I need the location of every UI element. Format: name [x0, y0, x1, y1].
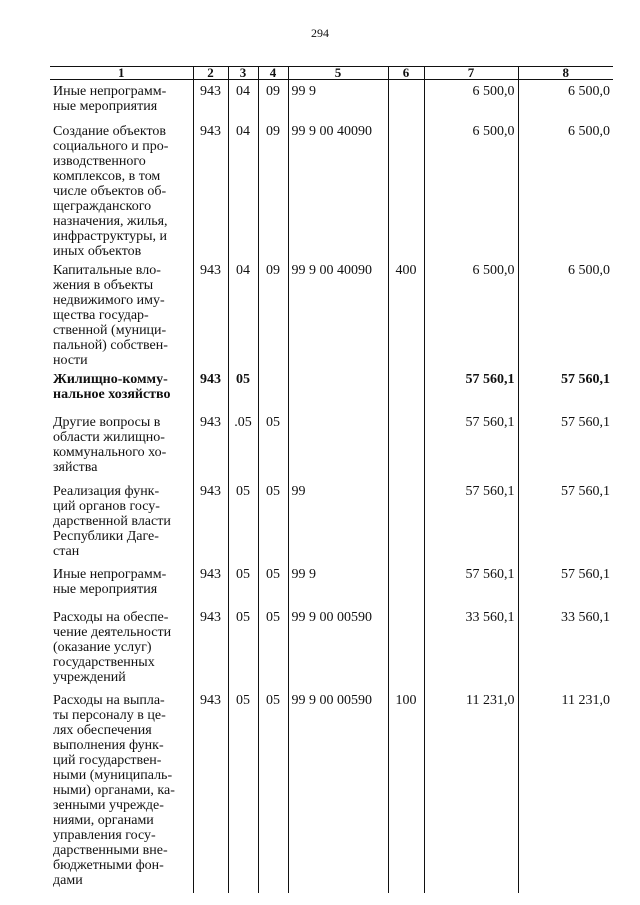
row-name-line: Жилищно-комму- — [53, 372, 168, 387]
row-name-line: зенными учрежде- — [53, 798, 164, 813]
row-name-cell — [50, 606, 193, 689]
row-section-code: 05 — [228, 689, 258, 893]
row-name-line: ные мероприятия — [53, 99, 158, 114]
row-section-code: 04 — [228, 120, 258, 259]
header-col-5: 5 — [288, 67, 388, 80]
row-section-code: 05 — [228, 368, 258, 411]
header-col-4: 4 — [258, 67, 288, 80]
row-name-line: Капитальные вло- — [53, 263, 161, 278]
row-amount-1: 57 560,1 — [424, 563, 518, 606]
row-target-article — [288, 368, 388, 411]
row-name-line: комплексов, в том — [53, 169, 161, 184]
row-name-line: Другие вопросы в — [53, 415, 161, 430]
row-amount-1: 57 560,1 — [424, 411, 518, 480]
row-name-cell — [50, 120, 193, 259]
row-amount-1: 33 560,1 — [424, 606, 518, 689]
table-row — [50, 259, 613, 368]
row-expense-type — [388, 80, 424, 121]
row-name-line: числе объектов об- — [53, 184, 167, 199]
row-name-line: ниями, органами — [53, 813, 154, 828]
row-amount-1: 6 500,0 — [424, 259, 518, 368]
row-amount-2: 6 500,0 — [518, 259, 613, 368]
row-subsection-code: 05 — [258, 480, 288, 563]
row-name-line: ными (муниципаль- — [53, 768, 173, 783]
row-grbs-code: 943 — [193, 480, 228, 563]
row-name-line: социального и про- — [53, 139, 169, 154]
row-target-article: 99 9 — [288, 563, 388, 606]
row-subsection-code — [258, 368, 288, 411]
table-row — [50, 120, 613, 259]
row-name-line: дарственной власти — [53, 514, 171, 529]
row-name-line: управления госу- — [53, 828, 156, 843]
row-amount-2: 57 560,1 — [518, 563, 613, 606]
row-name-line: выполнения функ- — [53, 738, 164, 753]
header-col-2: 2 — [193, 67, 228, 80]
row-grbs-code: 943 — [193, 606, 228, 689]
table-row — [50, 480, 613, 563]
row-subsection-code: 05 — [258, 411, 288, 480]
row-grbs-code: 943 — [193, 411, 228, 480]
row-name-line: ные мероприятия — [53, 582, 158, 597]
row-name-line: чение деятельности — [53, 625, 172, 640]
row-expense-type: 100 — [388, 689, 424, 893]
row-amount-2: 11 231,0 — [518, 689, 613, 893]
row-amount-1: 57 560,1 — [424, 368, 518, 411]
row-section-code: 04 — [228, 80, 258, 121]
row-subsection-code: 09 — [258, 259, 288, 368]
row-expense-type: 400 — [388, 259, 424, 368]
row-name-cell — [50, 689, 193, 893]
row-expense-type — [388, 606, 424, 689]
header-col-1: 1 — [50, 67, 193, 80]
row-name-cell — [50, 368, 193, 411]
row-name-line: недвижимого иму- — [53, 293, 165, 308]
row-name-line: жения в объекты — [53, 278, 154, 293]
row-name-line: ности — [53, 353, 88, 368]
row-name-line: лях обеспечения — [53, 723, 152, 738]
row-subsection-code: 09 — [258, 80, 288, 121]
row-name-line: коммунального хо- — [53, 445, 167, 460]
row-grbs-code: 943 — [193, 368, 228, 411]
row-name-line: ций государствен- — [53, 753, 162, 768]
row-amount-2: 57 560,1 — [518, 411, 613, 480]
row-name-line: нальное хозяйство — [53, 387, 171, 402]
row-name-line: Расходы на выпла- — [53, 693, 165, 708]
row-amount-2: 57 560,1 — [518, 480, 613, 563]
row-name-cell — [50, 411, 193, 480]
table-row — [50, 411, 613, 480]
row-name-cell — [50, 259, 193, 368]
row-target-article: 99 9 — [288, 80, 388, 121]
page-number: 294 — [311, 26, 329, 40]
row-name-line: Реализация функ- — [53, 484, 160, 499]
row-name-line: ты персоналу в це- — [53, 708, 166, 723]
row-name-line: назначения, жилья, — [53, 214, 168, 229]
row-target-article: 99 9 00 40090 — [288, 259, 388, 368]
row-name-line: Создание объектов — [53, 124, 167, 139]
table-body — [50, 80, 613, 894]
header-col-7: 7 — [424, 67, 518, 80]
row-amount-1: 6 500,0 — [424, 80, 518, 121]
row-name-line: изводственного — [53, 154, 146, 169]
header-col-6: 6 — [388, 67, 424, 80]
row-amount-2: 57 560,1 — [518, 368, 613, 411]
row-expense-type — [388, 563, 424, 606]
row-amount-1: 57 560,1 — [424, 480, 518, 563]
row-name-cell — [50, 480, 193, 563]
table-row — [50, 368, 613, 411]
row-amount-2: 6 500,0 — [518, 120, 613, 259]
row-section-code: 05 — [228, 563, 258, 606]
row-name-line: стан — [53, 544, 80, 559]
row-name-line: ственной (муници- — [53, 323, 167, 338]
row-target-article: 99 9 00 00590 — [288, 689, 388, 893]
table-row — [50, 80, 613, 121]
row-grbs-code: 943 — [193, 80, 228, 121]
row-expense-type — [388, 120, 424, 259]
row-name-line: Расходы на обеспе- — [53, 610, 169, 625]
row-name-line: государственных — [53, 655, 155, 670]
row-grbs-code: 943 — [193, 259, 228, 368]
header-col-3: 3 — [228, 67, 258, 80]
row-name-line: щества государ- — [53, 308, 149, 323]
row-name-line: области жилищно- — [53, 430, 165, 445]
table-header-row — [50, 67, 613, 80]
row-grbs-code: 943 — [193, 563, 228, 606]
row-name-line: ными) органами, ка- — [53, 783, 175, 798]
row-target-article: 99 9 00 00590 — [288, 606, 388, 689]
row-target-article: 99 9 00 40090 — [288, 120, 388, 259]
row-amount-1: 11 231,0 — [424, 689, 518, 893]
row-target-article: 99 — [288, 480, 388, 563]
row-name-line: щегражданского — [53, 199, 152, 214]
budget-table — [50, 66, 613, 893]
row-name-line: пальной) собствен- — [53, 338, 168, 353]
row-amount-2: 6 500,0 — [518, 80, 613, 121]
row-amount-2: 33 560,1 — [518, 606, 613, 689]
row-subsection-code: 05 — [258, 563, 288, 606]
row-section-code: 05 — [228, 606, 258, 689]
row-name-cell — [50, 80, 193, 121]
row-name-line: Иные непрограмм- — [53, 84, 167, 99]
row-name-line: ций органов госу- — [53, 499, 160, 514]
row-name-line: (оказание услуг) — [53, 640, 152, 655]
row-grbs-code: 943 — [193, 120, 228, 259]
row-name-line: Иные непрограмм- — [53, 567, 167, 582]
row-name-line: дарственными вне- — [53, 843, 168, 858]
row-name-line: зяйства — [53, 460, 98, 475]
table-row — [50, 689, 613, 893]
row-amount-1: 6 500,0 — [424, 120, 518, 259]
row-subsection-code: 09 — [258, 120, 288, 259]
row-name-cell — [50, 563, 193, 606]
row-expense-type — [388, 480, 424, 563]
row-subsection-code: 05 — [258, 606, 288, 689]
row-name-line: Республики Даге- — [53, 529, 159, 544]
row-section-code: 05 — [228, 480, 258, 563]
row-expense-type — [388, 368, 424, 411]
row-name-line: бюджетными фон- — [53, 858, 164, 873]
table-row — [50, 563, 613, 606]
row-section-code: .05 — [228, 411, 258, 480]
row-subsection-code: 05 — [258, 689, 288, 893]
row-target-article — [288, 411, 388, 480]
row-name-line: иных объектов — [53, 244, 142, 259]
row-name-line: инфраструктуры, и — [53, 229, 168, 244]
header-col-8: 8 — [518, 67, 613, 80]
row-name-line: учреждений — [53, 670, 126, 685]
row-section-code: 04 — [228, 259, 258, 368]
table-row — [50, 606, 613, 689]
row-expense-type — [388, 411, 424, 480]
row-name-line: дами — [53, 873, 83, 888]
row-grbs-code: 943 — [193, 689, 228, 893]
